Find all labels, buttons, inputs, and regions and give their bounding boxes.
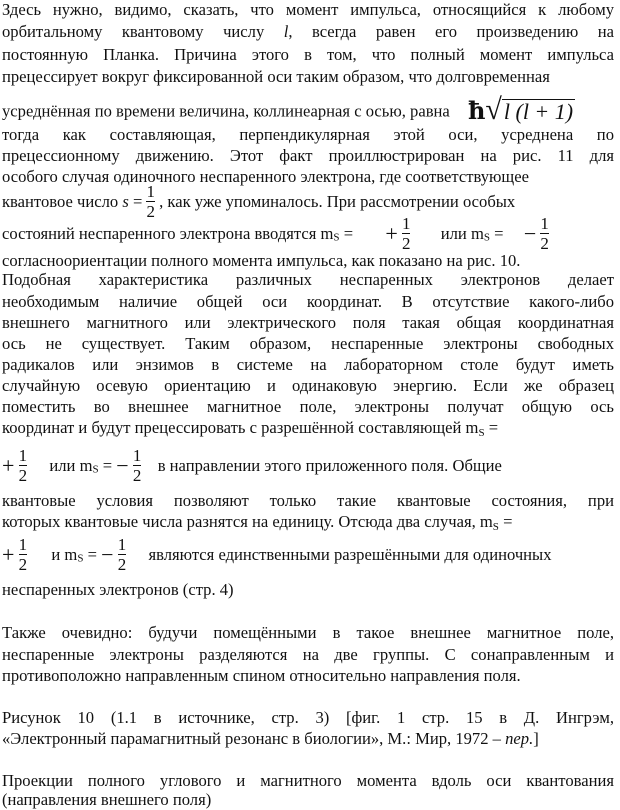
text-line: необходимым наличие общей оси координат. В отсутствие какого-либо — [2, 292, 614, 311]
text-line: Проекции полного углового и магнитного момента вдоль оси квантования — [2, 771, 614, 790]
text-line-with-formula: квантовое число s = $\frac{1}{2}$ , как уже упоминалось. При рассмотрении особых — [2, 182, 516, 221]
text-line: ось не существует. Таким образом, неспаренные электроны свободных — [2, 334, 614, 353]
text-line: квантовые условия позволяют только такие квантовые состояния, при — [2, 491, 614, 510]
fraction: $\frac{1}{2}$ — [117, 535, 127, 574]
text-line: постоянную Планка. Причина этого в том, что полный момент импульса — [2, 45, 614, 64]
text-line: согласноориентации полного момента импульса, как показано на рис. 10. — [2, 251, 521, 270]
fraction: $\frac{1}{2}$ — [18, 535, 28, 574]
fraction: $\frac{1}{2}$ — [132, 446, 142, 485]
text-line: прецессионному движению. Этот факт проиллюстрирован на рис. 11 для — [2, 146, 614, 165]
text-line: прецессирует вокруг фиксированной оси таким образом, что долговременная — [2, 67, 550, 86]
text-line: Подобная характеристика различных неспаренных электронов делает — [2, 270, 614, 289]
text-line: которых квантовые числа разнятся на единицу. Отсюда два случая, $m_S$ = — [2, 512, 513, 533]
caption-line: «Электронный парамагнитный резонанс в биологии», М.: Мир, 1972 – пер.] — [2, 729, 539, 748]
text-line: тогда как составляющая, перпендикулярная этой оси, усреднена по — [2, 125, 614, 144]
text-line: особого случая одиночного неспаренного электрона, где соответствующее — [2, 167, 529, 186]
text-line: (направления внешнего поля) — [2, 790, 212, 809]
fraction: $\frac{1}{2}$ — [18, 446, 28, 485]
text-line: случайную осевую ориентацию и одинаковую энергию. Если же образец — [2, 376, 614, 395]
text-line: внешнего магнитного или электрического поля такая общая координатная — [2, 313, 614, 332]
text-line: орбитальному квантовому числу l, всегда равен его произведению на — [2, 22, 614, 41]
text-line: радикалов или энзимов в системе на лабораторном столе будут иметь — [2, 355, 614, 374]
fraction: $\frac{1}{2}$ — [401, 214, 411, 253]
text-line: координат и будут прецессировать с разрешённой составляющей $m_S$ = — [2, 418, 499, 439]
fraction: $\frac{1}{2}$ — [540, 214, 549, 253]
text-line: Здесь нужно, видимо, сказать, что момент импульса, относящийся к любому — [2, 0, 614, 19]
text-line: неспаренных электронов (стр. 4) — [2, 580, 234, 599]
text-line: неспаренные электроны разделяются на две группы. С сонаправленным и — [2, 645, 614, 664]
formula-hbar-sqrt: ħ√l (l + 1) — [467, 93, 574, 126]
text-line-with-formula: + $\frac{1}{2}$ или $m_S$ = − $\frac{1}{2}$ в направлении этого приложенного поля. Общие — [2, 446, 502, 485]
text-line-with-formula: + $\frac{1}{2}$ и $m_S$ = − $\frac{1}{2}$ являются единственными разрешёнными для одиночных — [2, 535, 552, 574]
text-line-with-formula: состояний неспаренного электрона вводятся $m_S$ = + $\frac{1}{2}$ или $m_S$ = − $\frac{1}{2}$ — [2, 214, 549, 253]
text-line: поместить во внешнее магнитное поле, электроны получат общую ось — [2, 397, 614, 416]
caption-line: Рисунок 10 (1.1 в источнике, стр. 3) [фиг. 1 стр. 15 в Д. Ингрэм, — [2, 708, 614, 727]
text-line-with-formula: усреднённая по времени величина, коллинеарная с осью, равна ħ√l (l + 1) — [2, 93, 574, 126]
text-line: Также очевидно: будучи помещёнными в такое внешнее магнитное поле, — [2, 623, 614, 642]
text-line: противоположно направленным спином относительно направления поля. — [2, 666, 521, 685]
fraction: $\frac{1}{2}$ — [146, 182, 155, 221]
